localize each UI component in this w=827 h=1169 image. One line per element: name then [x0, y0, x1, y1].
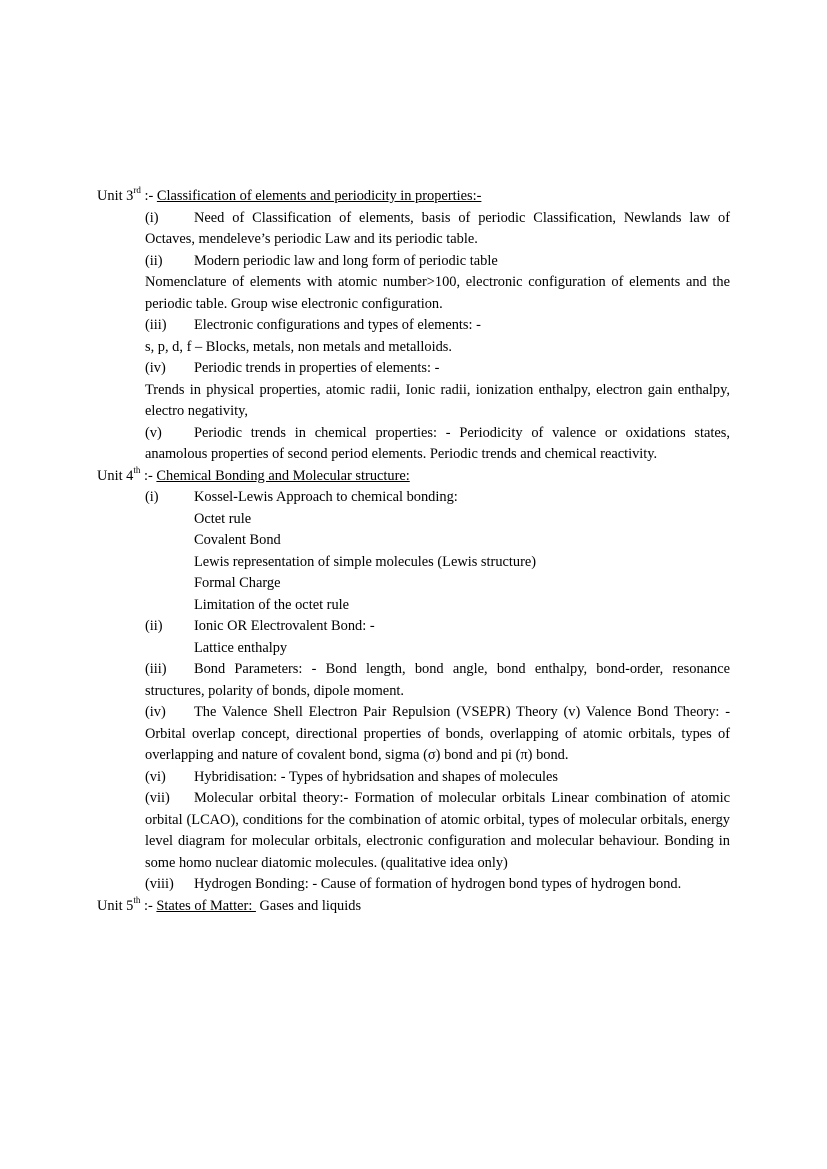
- item-number: (iv): [145, 704, 166, 720]
- list-item: [145, 702, 730, 767]
- item-number: (iii): [145, 661, 167, 677]
- unit-separator: :-: [140, 467, 157, 484]
- sub-item: Lattice enthalpy: [194, 639, 288, 656]
- sub-item: Lewis representation of simple molecules (Lewis structure): [194, 553, 537, 570]
- item-text: Modern periodic law and long form of periodic table: [194, 252, 498, 269]
- list-item: [145, 767, 730, 789]
- syllabus-content: [97, 186, 730, 917]
- item-note: Trends in physical properties, atomic radii, Ionic radii, ionization enthalpy, electron gain enthalpy, electro negativity,: [145, 381, 730, 419]
- item-number: (iv): [145, 360, 166, 376]
- item-text: The Valence Shell Electron Pair Repulsion (VSEPR) Theory (v) Valence Bond Theory: - Orbital overlap concept, directional properties of bonds, overlapping of atomic orbitals, types of overlapping and nature of covalent bond, sigma (σ) bond and pi (π) bond.: [145, 704, 730, 763]
- item-note: s, p, d, f – Blocks, metals, non metals and metalloids.: [145, 338, 452, 355]
- item-number: (ii): [145, 618, 163, 634]
- item-number: (iii): [145, 317, 167, 333]
- item-text: Need of Classification of elements, basis of periodic Classification, Newlands law of Octaves, mendeleve’s periodic Law and its periodic table.: [145, 209, 730, 247]
- sub-item: Formal Charge: [194, 575, 281, 591]
- item-text: Hydrogen Bonding: - Cause of formation of hydrogen bond types of hydrogen bond.: [194, 876, 682, 892]
- item-text: Electronic configurations and types of elements: -: [194, 317, 481, 333]
- unit-ordinal: th: [133, 894, 141, 905]
- list-item: [145, 487, 730, 509]
- item-text: Bond Parameters: - Bond length, bond angle, bond enthalpy, bond-order, resonance structures, polarity of bonds, dipole moment.: [145, 661, 730, 699]
- list-item: [145, 358, 730, 380]
- item-number: (vii): [145, 790, 170, 806]
- unit-ordinal: th: [133, 464, 141, 475]
- unit-prefix: Unit 4: [97, 467, 134, 484]
- item-number: (v): [145, 424, 162, 441]
- item-number: (ii): [145, 252, 163, 269]
- unit-prefix: Unit 3: [97, 188, 134, 204]
- unit-title: Classification of elements and periodicity in properties:-: [156, 188, 482, 204]
- sub-item: Octet rule: [194, 510, 252, 527]
- unit-items: [145, 487, 730, 896]
- unit-prefix: Unit 5: [97, 897, 134, 914]
- item-text: Periodic trends in chemical properties: - Periodicity of valence or oxidations states, anamolous properties of second period elements. Periodic trends and chemical reactivity.: [145, 424, 730, 462]
- list-item: [145, 423, 730, 466]
- list-item: [145, 315, 730, 337]
- unit-separator: :-: [140, 188, 157, 204]
- unit-items: [145, 208, 730, 466]
- unit-heading: [97, 466, 730, 488]
- item-text: Molecular orbital theory:- Formation of molecular orbitals Linear combination of atomic orbital (LCAO), conditions for the combination of atomic orbital, types of molecular orbitals, energy level diagram for molecular orbitals, electronic configuration and molecular behaviour. Bonding in some homo nuclear diatomic molecules. (qualitative idea only): [145, 790, 730, 871]
- list-item: [145, 874, 730, 896]
- sub-item: Covalent Bond: [194, 532, 281, 548]
- item-number: (i): [145, 209, 159, 226]
- unit-separator: :-: [140, 897, 157, 914]
- sub-item: Limitation of the octet rule: [194, 596, 350, 613]
- unit-title-suffix: Gases and liquids: [255, 897, 362, 914]
- item-text: Ionic OR Electrovalent Bond: -: [194, 618, 375, 634]
- list-item: [145, 251, 730, 273]
- unit-heading: [97, 186, 730, 208]
- list-item: [145, 659, 730, 702]
- item-text: Periodic trends in properties of elements: -: [194, 360, 440, 376]
- unit-heading: [97, 896, 730, 918]
- item-number: (viii): [145, 876, 174, 892]
- list-item: [145, 788, 730, 874]
- list-item: [145, 616, 730, 638]
- unit-title: Chemical Bonding and Molecular structure:: [156, 467, 410, 484]
- list-item: [145, 208, 730, 251]
- item-text: Hybridisation: - Types of hybridsation and shapes of molecules: [194, 768, 559, 785]
- unit-title: States of Matter:: [156, 897, 256, 914]
- unit-ordinal: rd: [133, 185, 141, 196]
- item-text: Kossel-Lewis Approach to chemical bonding:: [194, 489, 458, 505]
- item-number: (i): [145, 489, 159, 505]
- item-note: Nomenclature of elements with atomic number>100, electronic configuration of elements and the periodic table. Group wise electronic configuration.: [145, 274, 730, 312]
- item-number: (vi): [145, 768, 166, 785]
